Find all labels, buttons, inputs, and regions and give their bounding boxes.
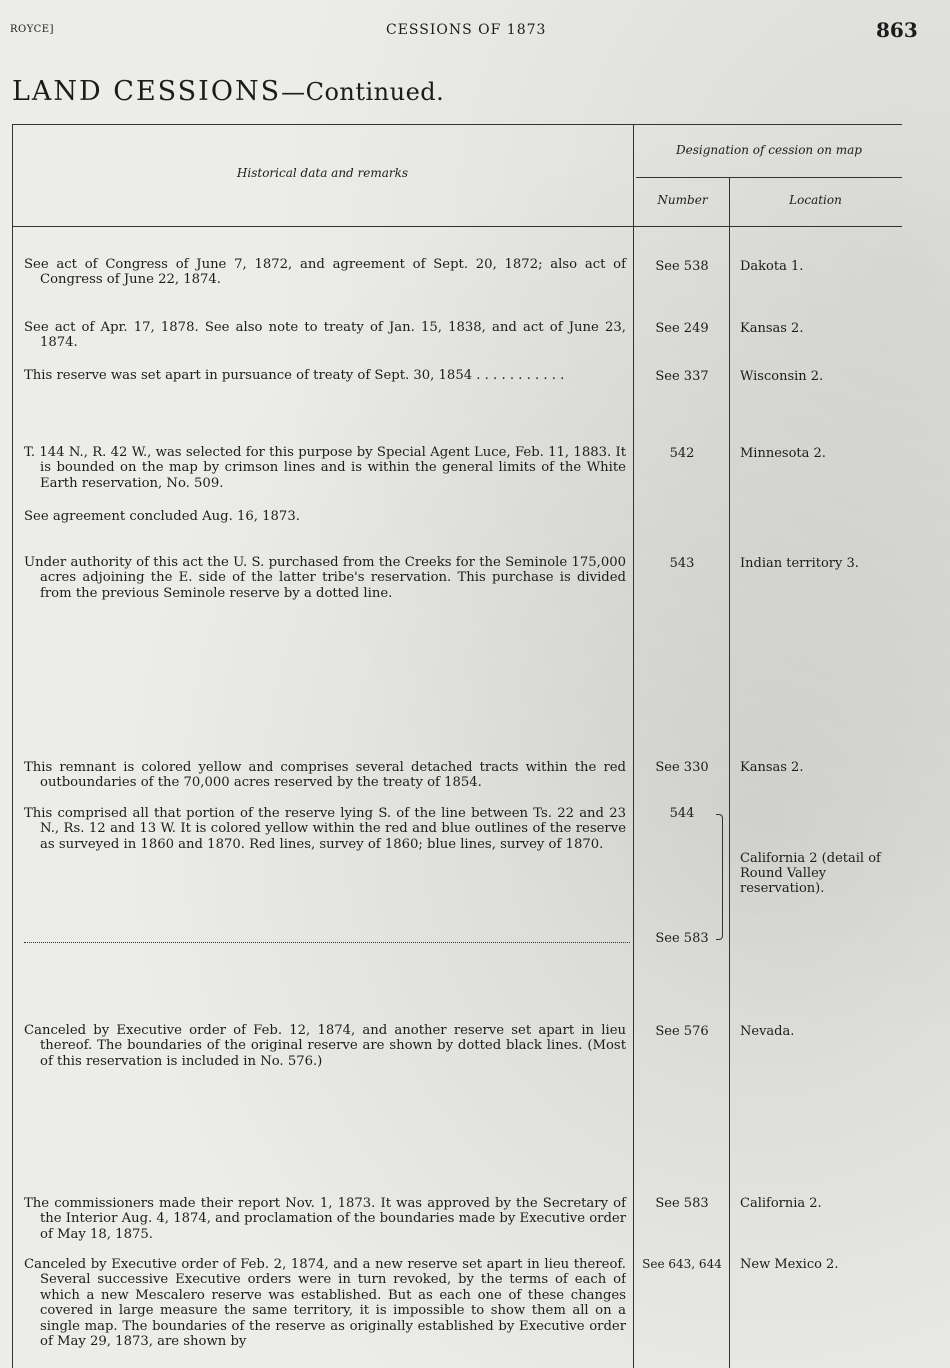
table-row-location: Kansas 2. — [740, 760, 804, 775]
table-row-number: See 249 — [655, 321, 709, 336]
table-row-remarks: See act of Apr. 17, 1878. See also note to treaty of Jan. 15, 1838, and act of June 23, 1874. — [24, 320, 626, 351]
header-remarks: Historical data and remarks — [236, 166, 409, 180]
table-row-remarks: This remnant is colored yellow and comprises several detached tracts within the red outboundaries of the 70,000 acres reserved by the treaty of 1854. — [24, 760, 626, 791]
table-row-number: 543 — [669, 556, 695, 571]
table-row-location: Wisconsin 2. — [740, 369, 824, 384]
table-row-remarks: See agreement concluded Aug. 16, 1873. — [24, 509, 300, 524]
table-row-number: 544 — [669, 806, 695, 821]
table-row-location: California 2. — [740, 1196, 822, 1211]
table-row-remarks: The commissioners made their report Nov. 1, 1873. It was approved by the Secretary of the Interior Aug. 4, 1874, and proclamation of the boundaries made by Executive order of May 18, 1875. — [24, 1196, 626, 1242]
column-divider-number — [729, 178, 730, 1368]
table-row-remarks: See act of Congress of June 7, 1872, and agreement of Sept. 20, 1872; also act of Congress of June 22, 1874. — [24, 257, 626, 288]
header-subdivider — [636, 177, 902, 178]
table-row-remarks: This comprised all that portion of the reserve lying S. of the line between Ts. 22 and 23 N., Rs. 12 and 13 W. It is colored yellow within the red and blue outlines of the reserve as surveyed in 1860 and 1870. Red lines, survey of 1860; blue lines, survey of 1870. — [24, 806, 626, 852]
table-row-number: See 643, 644 — [642, 1257, 722, 1271]
table-row-remarks: Under authority of this act the U. S. purchased from the Creeks for the Seminole 175,000 acres adjoining the E. side of the latter tribe's reservation. This purchase is divided from the previous Seminole reserve by a dotted line. — [24, 555, 626, 601]
table-row-number: See 576 — [655, 1024, 709, 1039]
dotted-leader — [24, 942, 630, 943]
table-row-number: See 583 — [655, 1196, 709, 1211]
page-number: 863 — [876, 18, 918, 42]
table-row-location: Kansas 2. — [740, 321, 804, 336]
table-top-rule — [12, 124, 902, 125]
brace-bracket — [716, 814, 723, 940]
header-number: Number — [657, 193, 708, 207]
section-title-main: LAND CESSIONS — [12, 76, 282, 107]
table-row-remarks: T. 144 N., R. 42 W., was selected for this purpose by Special Agent Luce, Feb. 11, 1883. It is bounded on the map by crimson lines and is within the general limits of the White Earth reservation, No. 509. — [24, 445, 626, 491]
header-location: Location — [789, 193, 842, 207]
running-head-title: CESSIONS OF 1873 — [386, 22, 547, 38]
table-row-location: New Mexico 2. — [740, 1257, 839, 1272]
table-row-number: See 583 — [655, 931, 709, 946]
running-head — [10, 18, 918, 42]
table-row-number: 542 — [669, 446, 695, 461]
table-row-location: Nevada. — [740, 1024, 795, 1039]
table-row-location: California 2 (detail of Round Valley reservation). — [740, 851, 881, 896]
table-row-remarks: This reserve was set apart in pursuance of treaty of Sept. 30, 1854 . . . . . . . . . . . — [24, 368, 565, 383]
table-row-location: Indian territory 3. — [740, 556, 859, 571]
table-row-number: See 330 — [655, 760, 709, 775]
table-row-location: Minnesota 2. — [740, 446, 826, 461]
table-row-number: See 538 — [655, 259, 709, 274]
header-designation: Designation of cession on map — [676, 143, 862, 157]
table-row-remarks: Canceled by Executive order of Feb. 2, 1874, and a new reserve set apart in lieu thereof. Several successive Executive orders were in turn revoked, by the terms of each of which a new Mescalero reserve was established. But as each one of these changes covered in large measure the same territory, it is impossible to show them all on a single map. The boundaries of the reserve as originally established by Executive order of May 29, 1873, are shown by — [24, 1257, 626, 1350]
header-bottom-rule — [12, 226, 902, 227]
section-title — [12, 76, 444, 107]
table-left-rule — [12, 124, 13, 1368]
running-head-author: ROYCE] — [10, 24, 55, 35]
table-row-location: Dakota 1. — [740, 259, 804, 274]
table-row-remarks: Canceled by Executive order of Feb. 12, 1874, and another reserve set apart in lieu thereof. The boundaries of the original reserve are shown by dotted black lines. (Most of this reservation is included in No. 576.) — [24, 1023, 626, 1069]
table-row-number: See 337 — [655, 369, 709, 384]
section-title-continued: —Continued. — [281, 78, 445, 106]
column-divider-remarks — [633, 124, 634, 1368]
